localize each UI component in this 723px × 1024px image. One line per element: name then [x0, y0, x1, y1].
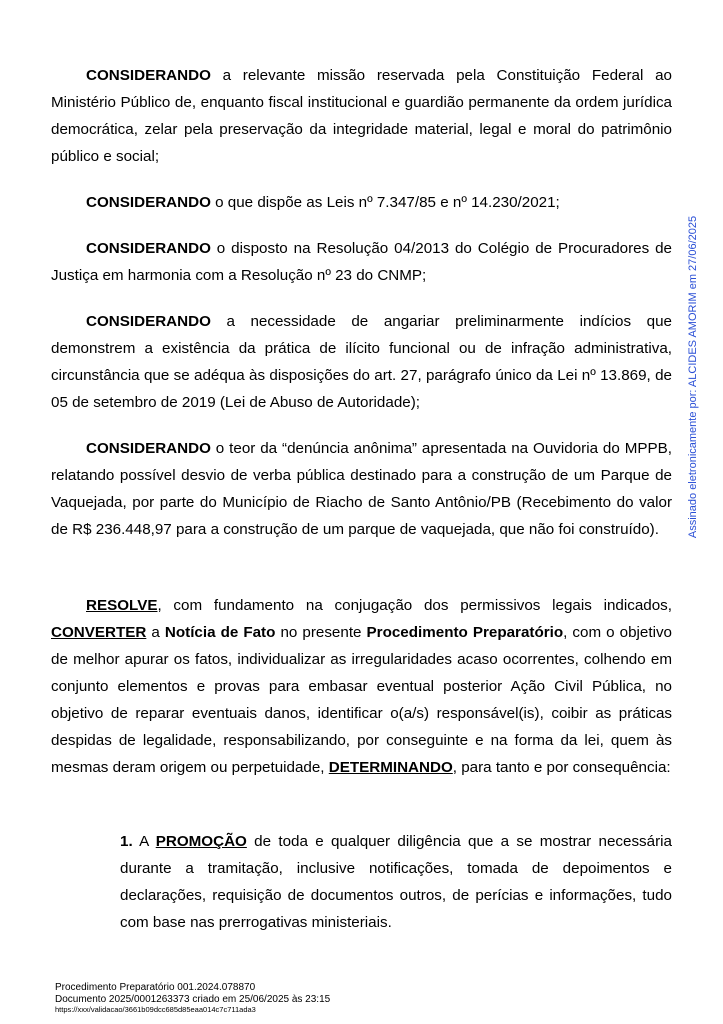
keyword-converter: CONVERTER: [51, 624, 147, 641]
paragraph-text: a necessidade de angariar preliminarmente indícios que demonstrem a existência da prática de ilícito funcional ou de infração administrativa, circunstância que se adéqua às disposições do art. 27, parágrafo único da Lei nº 13.869, de 05 de setembro de 2019 (Lei de Abuso de Autoridade);: [51, 313, 672, 411]
footer-validation-url: https://xxx/validacao/3661b09dcc685d85eaa014c7c711ada3: [55, 1005, 256, 1014]
document-footer: [55, 982, 330, 1014]
keyword-considerando: CONSIDERANDO: [86, 240, 211, 257]
paragraph-text: , para tanto e por consequência:: [452, 759, 671, 776]
paragraph-text: a: [146, 624, 165, 641]
keyword-procedimento-preparatorio: Procedimento Preparatório: [366, 624, 564, 641]
paragraph-text: o disposto na Resolução 04/2013 do Colégio de Procuradores de Justiça em harmonia com a Resolução nº 23 do CNMP;: [51, 240, 672, 284]
paragraph-considerando-5: [51, 435, 672, 543]
keyword-determinando: DETERMINANDO: [328, 759, 453, 776]
paragraph-text: a relevante missão reservada pela Constituição Federal ao Ministério Público de, enquanto fiscal institucional e guardião permanente da ordem jurídica democrática, zelar pela preservação da integridade material, legal e moral do patrimônio público e social;: [51, 67, 672, 165]
paragraph-considerando-2: [51, 189, 672, 216]
keyword-considerando: CONSIDERANDO: [86, 440, 211, 457]
keyword-promocao: PROMOÇÃO: [155, 833, 247, 850]
item-number: 1.: [120, 833, 133, 850]
footer-procedure-number: Procedimento Preparatório 001.2024.078870: [55, 982, 256, 993]
keyword-resolve: RESOLVE: [86, 597, 158, 614]
paragraph-considerando-1: [51, 62, 672, 170]
paragraph-text: A: [132, 833, 156, 850]
keyword-considerando: CONSIDERANDO: [86, 313, 211, 330]
paragraph-resolve: [51, 592, 672, 781]
paragraph-considerando-3: [51, 235, 672, 289]
keyword-noticia-de-fato: Notícia de Fato: [164, 624, 276, 641]
footer-document-info: Documento 2025/0001263373 criado em 25/06/2025 às 23:15: [55, 993, 331, 1005]
keyword-considerando: CONSIDERANDO: [86, 67, 211, 84]
paragraph-text: o teor da “denúncia anônima” apresentada na Ouvidoria do MPPB, relatando possível desvio de verba pública destinado para a construção de um Parque de Vaquejada, por parte do Município de Riacho de Santo Antônio/PB (Recebimento do valor de R$ 236.448,97 para a construção de um parque de vaquejada, que não foi construído).: [51, 440, 672, 538]
paragraph-text: de toda e qualquer diligência que a se mostrar necessária durante a tramitação, inclusive notificações, tomada de depoimentos e declarações, requisição de documentos outros, de perícias e informações, tudo com base nas prerrogativas ministeriais.: [120, 833, 672, 931]
paragraph-text: o que dispõe as Leis nº 7.347/85 e nº 14.230/2021;: [210, 194, 560, 211]
keyword-considerando: CONSIDERANDO: [86, 194, 211, 211]
paragraph-considerando-4: [51, 308, 672, 416]
list-item-1: [120, 828, 672, 936]
paragraph-text: no presente: [275, 624, 367, 641]
paragraph-text: , com fundamento na conjugação dos permissivos legais indicados,: [157, 597, 672, 614]
signature-text: Assinado eletronicamente por: ALCIDES AMORIM em 27/06/2025: [687, 215, 699, 539]
paragraph-text: , com o objetivo de melhor apurar os fatos, individualizar as irregularidades acaso ocorrentes, colhendo em conjunto elementos e provas para embasar eventual posterior Ação Civil Pública, no objetivo de reparar eventuais danos, identificar o(a/s) responsável(is), coibir as práticas despidas de legalidade, responsabilizando, por conseguinte e na forma da lei, quem às mesmas deram origem ou perpetuidade,: [51, 624, 672, 776]
